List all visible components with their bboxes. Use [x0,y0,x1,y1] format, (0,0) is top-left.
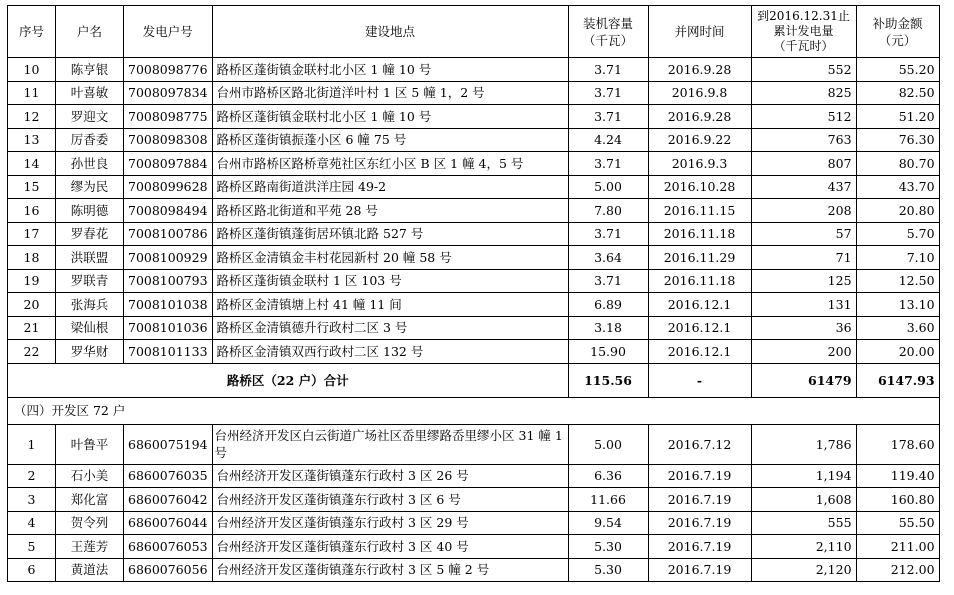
row-generation: 1,608 [751,488,856,512]
row-account: 7008097834 [124,81,213,105]
subtotal-date: - [648,363,751,397]
section-title: （四）开发区 72 户 [8,397,940,424]
row-grid-date: 2016.9.3 [648,152,751,176]
row-capacity: 6.36 [568,464,648,488]
row-subsidy: 55.20 [856,58,939,82]
row-subsidy: 160.80 [856,488,939,512]
row-account: 6860076053 [124,535,213,559]
table-row [8,464,940,488]
row-capacity: 5.00 [568,175,648,199]
row-subsidy: 5.70 [856,222,939,246]
row-capacity: 3.71 [568,105,648,129]
row-generation: 200 [751,340,856,364]
row-subsidy: 20.80 [856,199,939,223]
table-row [8,58,940,82]
row-generation: 36 [751,316,856,340]
row-account: 7008099628 [124,175,213,199]
row-name: 梁仙根 [56,316,124,340]
row-location: 台州经济开发区蓬街镇蓬东行政村 3 区 26 号 [212,464,568,488]
subtotal-capacity: 115.56 [568,363,648,397]
row-capacity: 3.71 [568,222,648,246]
row-name: 王莲芳 [56,535,124,559]
row-generation: 2,110 [751,535,856,559]
row-seq: 22 [8,340,56,364]
table-row [8,175,940,199]
row-capacity: 15.90 [568,340,648,364]
row-account: 7008097884 [124,152,213,176]
row-seq: 11 [8,81,56,105]
row-name: 厉香委 [56,128,124,152]
row-account: 7008101038 [124,293,213,317]
row-subsidy: 76.30 [856,128,939,152]
header-row [8,6,940,58]
row-subsidy: 20.00 [856,340,939,364]
row-subsidy: 12.50 [856,269,939,293]
table-row [8,488,940,512]
row-generation: 1,786 [751,424,856,464]
row-account: 6860076056 [124,558,213,582]
row-generation: 555 [751,511,856,535]
row-grid-date: 2016.9.28 [648,105,751,129]
row-name: 罗迎文 [56,105,124,129]
row-grid-date: 2016.10.28 [648,175,751,199]
row-seq: 13 [8,128,56,152]
row-name: 石小美 [56,464,124,488]
table-row [8,293,940,317]
row-location: 路桥区蓬街镇蓬街居环镇北路 527 号 [212,222,568,246]
table-row [8,316,940,340]
row-location: 路桥区金清镇金丰村花园新村 20 幢 58 号 [212,246,568,270]
row-subsidy: 119.40 [856,464,939,488]
row-seq: 4 [8,511,56,535]
table-row [8,535,940,559]
row-generation: 552 [751,58,856,82]
row-subsidy: 80.70 [856,152,939,176]
row-generation: 57 [751,222,856,246]
row-account: 7008101133 [124,340,213,364]
header-grid-date: 并网时间 [648,6,751,58]
row-location: 台州经济开发区蓬街镇蓬东行政村 3 区 29 号 [212,511,568,535]
row-seq: 16 [8,199,56,223]
row-seq: 18 [8,246,56,270]
row-account: 7008100929 [124,246,213,270]
row-subsidy: 13.10 [856,293,939,317]
row-name: 郑化富 [56,488,124,512]
row-capacity: 3.71 [568,58,648,82]
row-seq: 1 [8,424,56,464]
row-name: 罗联青 [56,269,124,293]
row-grid-date: 2016.9.28 [648,58,751,82]
row-location: 路桥区蓬街镇振蓬小区 6 幢 75 号 [212,128,568,152]
subtotal-label: 路桥区（22 户）合计 [8,363,569,397]
row-location: 台州市路桥区路桥章苑社区东红小区 B 区 1 幢 4，5 号 [212,152,568,176]
row-grid-date: 2016.7.19 [648,535,751,559]
row-account: 6860076044 [124,511,213,535]
row-grid-date: 2016.7.19 [648,488,751,512]
row-subsidy: 7.10 [856,246,939,270]
row-name: 罗春花 [56,222,124,246]
subtotal-generation: 61479 [751,363,856,397]
row-capacity: 5.00 [568,424,648,464]
table-row [8,152,940,176]
row-grid-date: 2016.7.19 [648,511,751,535]
row-grid-date: 2016.9.22 [648,128,751,152]
row-capacity: 11.66 [568,488,648,512]
row-capacity: 6.89 [568,293,648,317]
row-seq: 19 [8,269,56,293]
row-capacity: 7.80 [568,199,648,223]
table-row [8,199,940,223]
row-subsidy: 212.00 [856,558,939,582]
row-account: 6860075194 [124,424,213,464]
table-row [8,105,940,129]
row-name: 孙世良 [56,152,124,176]
row-name: 张海兵 [56,293,124,317]
row-name: 陈明德 [56,199,124,223]
row-subsidy: 43.70 [856,175,939,199]
row-capacity: 3.71 [568,269,648,293]
row-generation: 125 [751,269,856,293]
row-seq: 12 [8,105,56,129]
row-seq: 20 [8,293,56,317]
row-generation: 208 [751,199,856,223]
row-location: 路桥区路南街道洪洋庄园 49-2 [212,175,568,199]
row-location: 路桥区蓬街镇金联村 1 区 103 号 [212,269,568,293]
row-name: 叶喜敏 [56,81,124,105]
row-name: 陈亨银 [56,58,124,82]
row-name: 罗华财 [56,340,124,364]
row-grid-date: 2016.7.12 [648,424,751,464]
table-row [8,246,940,270]
row-seq: 17 [8,222,56,246]
row-seq: 2 [8,464,56,488]
row-capacity: 3.64 [568,246,648,270]
row-location: 台州经济开发区蓬街镇蓬东行政村 3 区 40 号 [212,535,568,559]
row-seq: 21 [8,316,56,340]
table-row [8,128,940,152]
row-name: 黄道法 [56,558,124,582]
row-seq: 10 [8,58,56,82]
row-account: 7008098494 [124,199,213,223]
row-grid-date: 2016.11.29 [648,246,751,270]
row-location: 路桥区路北街道和平苑 28 号 [212,199,568,223]
row-location: 台州经济开发区蓬街镇蓬东行政村 3 区 6 号 [212,488,568,512]
row-name: 叶鲁平 [56,424,124,464]
header-seq: 序号 [8,6,56,58]
row-location: 路桥区金清镇德升行政村二区 3 号 [212,316,568,340]
row-grid-date: 2016.7.19 [648,558,751,582]
header-subsidy: 补助金额 （元） [856,6,939,58]
row-location: 路桥区蓬街镇金联村北小区 1 幢 10 号 [212,105,568,129]
row-grid-date: 2016.12.1 [648,293,751,317]
row-location: 路桥区蓬街镇金联村北小区 1 幢 10 号 [212,58,568,82]
table-row [8,424,940,464]
row-generation: 763 [751,128,856,152]
subsidy-table-container [7,5,940,582]
section-row [8,397,940,424]
row-generation: 825 [751,81,856,105]
row-seq: 6 [8,558,56,582]
header-generation: 到2016.12.31止 累计发电量 （千瓦时） [751,6,856,58]
row-seq: 14 [8,152,56,176]
table-row [8,222,940,246]
row-generation: 807 [751,152,856,176]
subtotal-subsidy: 6147.93 [856,363,939,397]
header-name: 户名 [56,6,124,58]
header-location: 建设地点 [212,6,568,58]
row-account: 7008101036 [124,316,213,340]
row-location: 路桥区金清镇双西行政村二区 132 号 [212,340,568,364]
row-generation: 512 [751,105,856,129]
row-grid-date: 2016.11.15 [648,199,751,223]
row-subsidy: 55.50 [856,511,939,535]
row-seq: 15 [8,175,56,199]
row-account: 6860076042 [124,488,213,512]
row-location: 路桥区金清镇塘上村 41 幢 11 间 [212,293,568,317]
row-generation: 2,120 [751,558,856,582]
row-capacity: 9.54 [568,511,648,535]
row-name: 贺令列 [56,511,124,535]
row-name: 缪为民 [56,175,124,199]
row-capacity: 4.24 [568,128,648,152]
table-row [8,340,940,364]
header-account: 发电户号 [124,6,213,58]
row-seq: 3 [8,488,56,512]
row-subsidy: 211.00 [856,535,939,559]
row-subsidy: 3.60 [856,316,939,340]
subsidy-table [7,5,940,582]
row-generation: 131 [751,293,856,317]
row-account: 7008098775 [124,105,213,129]
row-subsidy: 82.50 [856,81,939,105]
row-grid-date: 2016.12.1 [648,340,751,364]
row-subsidy: 51.20 [856,105,939,129]
row-seq: 5 [8,535,56,559]
row-location: 台州经济开发区蓬街镇蓬东行政村 3 区 5 幢 2 号 [212,558,568,582]
row-grid-date: 2016.12.1 [648,316,751,340]
row-grid-date: 2016.11.18 [648,222,751,246]
table-row [8,511,940,535]
row-location: 台州经济开发区白云街道广场社区岙里缪路岙里缪小区 31 幢 1 号 [212,424,568,464]
row-account: 7008100786 [124,222,213,246]
row-grid-date: 2016.7.19 [648,464,751,488]
row-generation: 71 [751,246,856,270]
row-capacity: 3.71 [568,81,648,105]
row-generation: 1,194 [751,464,856,488]
row-capacity: 5.30 [568,535,648,559]
row-capacity: 3.18 [568,316,648,340]
subtotal-row [8,363,940,397]
row-account: 6860076035 [124,464,213,488]
row-name: 洪联盟 [56,246,124,270]
row-generation: 437 [751,175,856,199]
row-location: 台州市路桥区路北街道洋叶村 1 区 5 幢 1，2 号 [212,81,568,105]
row-account: 7008100793 [124,269,213,293]
table-row [8,558,940,582]
row-subsidy: 178.60 [856,424,939,464]
row-capacity: 3.71 [568,152,648,176]
table-row [8,81,940,105]
row-grid-date: 2016.11.18 [648,269,751,293]
row-grid-date: 2016.9.8 [648,81,751,105]
table-row [8,269,940,293]
header-capacity: 装机容量 （千瓦） [568,6,648,58]
row-capacity: 5.30 [568,558,648,582]
row-account: 7008098776 [124,58,213,82]
row-account: 7008098308 [124,128,213,152]
